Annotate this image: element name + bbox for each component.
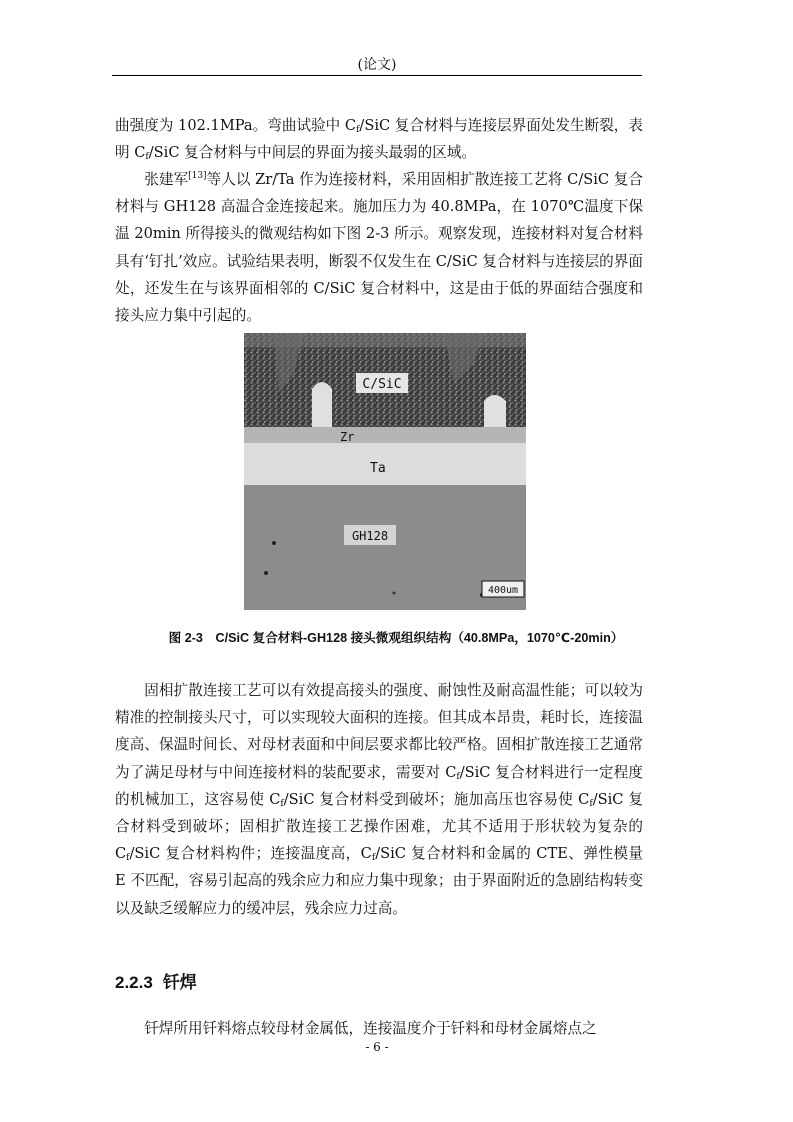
paragraph-3: 固相扩散连接工艺可以有效提高接头的强度、耐蚀性及耐高温性能；可以较为精准的控制接头尺寸，可以实现较大面积的连接。但其成本昂贵，耗时长，连接温度高、保温时间长、对母材表面和中间层要求都比较严格。固相扩散连接工艺通常为了满足母材与中间连接材料的装配要求，需要对 $C_f$/SiC 复合材料进行一定程度的机械加工，这容易使 $C_f$/SiC 复合材料受到破坏；施加高压也容易使 $C_f$/SiC 复合材料受到破坏；固相扩散连接工艺操作困难，尤其不适用于形状较为复杂的 $C_f$/SiC 复合材料构件；连接温度高，$C_f$/SiC 复合材料和金属的 CTE、弹性模量 E 不匹配，容易引起高的残余应力和应力集中现象；由于界面附近的急剧结构转变以及缺乏缓解应力的缓冲层，残余应力过高。 (115, 682, 644, 917)
label-zr: Zr (340, 430, 355, 444)
scale-bar-label: 400um (487, 585, 519, 596)
section-heading (115, 968, 197, 993)
micrograph-image (244, 333, 526, 610)
label-ta: Ta (370, 461, 386, 476)
paragraph-1: 曲强度为 102.1MPa。弯曲试验中 $C_f$/SiC 复合材料与连接层界面处发生断裂，表明 $C_f$/SiC 复合材料与中间层的界面为接头最弱的区域。 (115, 117, 644, 163)
paragraph-4: 钎焊所用钎料熔点较母材金属低，连接温度介于钎料和母材金属熔点之 (144, 1020, 597, 1037)
header-rule (112, 75, 642, 76)
section-title: 钎焊 (162, 973, 197, 992)
label-gh128: GH128 (351, 529, 389, 543)
citation-ref[interactable]: [13] (188, 171, 207, 181)
running-header: (论文) (357, 57, 397, 73)
micrograph-figure (244, 333, 526, 610)
label-csic: C/SiC (362, 377, 402, 392)
figure-caption: 图 2-3 C/SiC 复合材料-GH128 接头微观组织结构（40.8MPa，1070℃-20min） (168, 631, 624, 645)
paragraph-2: 张建军[13]等人以 Zr/Ta 作为连接材料，采用固相扩散连接工艺将 C/SiC 复合材料与 GH128 高温合金连接起来。施加压力为 40.8MPa，在 1070℃温度下保温 20min 所得接头的微观结构如下图 2-3 所示。观察发现，连接材料对复合材料具有‘钉扎’效应。试验结果表明，断裂不仅发生在 C/SiC 复合材料与连接层的界面处，还发生在与该界面相邻的 C/SiC 复合材料中，这是由于低的界面结合强度和接头应力集中引起的。 (115, 171, 643, 325)
section-number: 2.2.3 (115, 973, 153, 992)
page-number: - 6 - (365, 1040, 389, 1054)
